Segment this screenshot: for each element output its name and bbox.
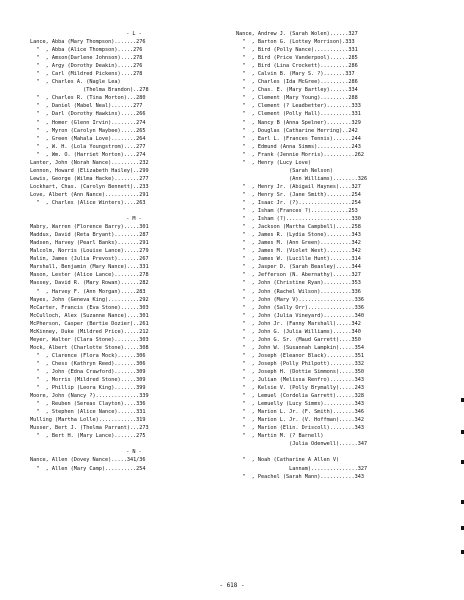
letter-heading: - L -	[126, 31, 142, 37]
index-entry: " , Lemuel (Cordelia Garrett)......328	[236, 393, 365, 400]
index-entry: " , Frank (Jennie Morris)..........262	[236, 151, 365, 158]
index-entry: " , Amson(Darlene Johnson)....278	[30, 55, 143, 62]
index-entry: " , Jasper D. (Sarah Beasley).....344	[236, 264, 361, 271]
index-entry: " , Joseph (Eleanor Black).........351	[236, 352, 365, 359]
index-entry: " , Chess (Kathryn Reed).......306	[30, 360, 146, 367]
index-entry: " , John (Mary V)..................336	[236, 296, 365, 303]
index-entry: " , Henry (Lucy Love)	[236, 159, 311, 166]
index-entry: Lennon, Howard (Elizabeth Hailey)..299	[30, 167, 149, 174]
index-entry: " , James M. (Violet West)........342	[236, 248, 361, 255]
index-entry: " , Argy (Dorothy Deakin).....276	[30, 63, 143, 70]
index-entry: Mulling (Martha Lolle)............319	[30, 417, 146, 424]
index-entry: " , Julian (Melissa Renfro)........343	[236, 377, 365, 384]
index-entry	[30, 207, 238, 215]
index-entry: " , James W. (Lucille Hunt).......314	[236, 256, 361, 263]
index-entry: McPherson, Casper (Bertie Dozier)..261	[30, 320, 149, 327]
index-entry: " , Bird (Lina Crockett).........286	[236, 63, 358, 70]
index-entry: Mabry, Warren (Florence Barry).....301	[30, 224, 149, 231]
index-entry: " , Isham (?).....................330	[236, 216, 361, 223]
index-entry: " , Clement (? Leadbetter)........333	[236, 103, 361, 110]
index-entry: " , Henry Jr. (Abigail Haynes)....327	[236, 183, 361, 190]
index-entry: " , Homer (Glenn Irvin)........274	[30, 119, 146, 126]
index-entry: " , W. H. (Lola Youngstrom)....277	[30, 143, 146, 150]
index-entry: Malcolm, Norris (Louise Lance).....279	[30, 248, 149, 255]
index-entry: " , Henry Sr. (Jane Smith)........254	[236, 191, 361, 198]
index-entry: " , Abba (Alice Thompson).....276	[30, 47, 143, 54]
index-entry: " , Jefferson (N. Abernathy)......327	[236, 272, 361, 279]
index-entry: " , Joseph H. (Dottie Simmons).....350	[236, 368, 365, 375]
index-entry: " , John (Rachel Wilson)..........336	[236, 288, 361, 295]
index-entry: " , Charles R. (Tina Morton)...280	[30, 95, 146, 102]
letter-heading: - N -	[126, 449, 142, 456]
index-entry: " , Douglas (Catharine Herring)..242	[236, 127, 358, 134]
index-entry: Mayes, John (Geneva King)..........292	[30, 296, 149, 303]
index-entry: " , Clarence (Flora Mock)......306	[30, 352, 146, 359]
index-entry: " , Isham (Frances ?)............253	[236, 208, 358, 215]
index-entry: " , Daniel (Mabel Neal).......277	[30, 103, 143, 110]
index-entry: Malin, James (Julia Prevost).......267	[30, 256, 149, 263]
index-entry: McKinney, Duke (Mildred Price).....212	[30, 328, 149, 335]
index-entry: " , Green (Mahala Love)........264	[30, 135, 146, 142]
index-entry: " , Wm. O. (Harriet Morton)....274	[30, 151, 146, 158]
index-entry: " , Peachel (Sarah Mann)...........343	[236, 473, 365, 480]
index-entry: " , Stephen (Alice Nance)......331	[30, 409, 146, 416]
index-entry: " , John (Sally Orr)...............336	[236, 304, 365, 311]
index-entry: " , Morris (Mildred Stone).....309	[30, 377, 146, 384]
index-entry: " , Clement (Mary Young).........288	[236, 95, 358, 102]
index-entry: " , Barton G. (Lottey Morrison).333	[236, 39, 355, 46]
index-entry: " , Kelsie V. (Polly Brymally).....243	[236, 385, 365, 392]
index-entry: (Thelma Brandon)..278	[30, 87, 149, 94]
index-entry: Love, Albert (Ann Nance)...........291	[30, 191, 149, 198]
left-index-column	[30, 30, 238, 473]
index-entry: " , James R. (Lydia Stone)........343	[236, 232, 361, 239]
index-entry: " , John G. (Julia Williams)......340	[236, 328, 361, 335]
index-entry: " , Charles (Ida McGree).........286	[236, 79, 358, 86]
index-entry: McCulloch, Alex (Suzanne Nance)....301	[30, 312, 149, 319]
page-number: - 618 -	[219, 582, 245, 589]
right-index-column	[236, 30, 448, 481]
index-entry: Nance, Allen (Dovey Nance).....341/36	[30, 457, 146, 464]
index-entry: " , Calvin B. (Mary S. ?).......337	[236, 71, 355, 78]
index-entry: " , Clement (Polly Hall)..........331	[236, 111, 361, 118]
index-entry: " , Earl L. (Frances Tennis)......244	[236, 135, 361, 142]
index-entry: " , Marion L. Jr. (F. Smith).......346	[236, 409, 365, 416]
index-entry: " , John Jr. (Fanny Marshall).....342	[236, 320, 361, 327]
index-entry: Mock, Albert (Charlotte Stone).....308	[30, 344, 149, 351]
index-entry	[236, 448, 448, 456]
index-entry: Nance, Andrew J. (Sarah Wolen)......327	[236, 31, 358, 37]
index-entry: " , James M. (Ann Green)..........342	[236, 240, 361, 247]
index-entry: " , Noah (Catharine A Allen V)	[236, 457, 340, 464]
index-entry: " , Jackson (Martha Campbell).....258	[236, 224, 361, 231]
index-entry: Lanter, John (Norah Nance).........232	[30, 159, 149, 166]
index-entry: " , Bird (Price Vanderpool)......285	[236, 55, 358, 62]
index-entry: " , Reuben (Sereas Clayton)....336	[30, 401, 146, 408]
index-entry: Lannam)...............327	[236, 465, 368, 472]
index-entry: " , John (Christine Ryan).........353	[236, 280, 361, 287]
index-entry: McCarter, Francis (Eva Stone)......303	[30, 304, 149, 311]
index-entry: Lewis, George (Wilma Hacke)........277	[30, 175, 149, 182]
letter-heading: - M -	[126, 216, 142, 223]
index-entry: " , John (Julia Vineyard)..........340	[236, 312, 365, 319]
index-entry: (Julia Odenwell)......347	[236, 441, 368, 448]
index-entry: Maddux, David (Reta Bryant)........287	[30, 232, 149, 239]
index-entry: " , Isaac Jr. (?).................254	[236, 199, 361, 206]
index-entry: " , Charles A. (Nagle Lea)	[30, 79, 121, 86]
index-entry: " , John W. (Susannah Lampkin).....354	[236, 344, 365, 351]
index-entry: Moore, John (Nancy ?)..............339	[30, 393, 149, 400]
index-entry: Lance, Abba (Mary Thompson).......276	[30, 39, 146, 46]
index-entry: " , Joseph (Polly Philpott)........332	[236, 360, 365, 367]
index-entry: " , John G. Sr. (Maud Garrett)....350	[236, 336, 361, 343]
index-entry: (Sarah Nelson)	[236, 167, 333, 174]
index-entry: " , Nancy B (Anna Spelner)........329	[236, 119, 361, 126]
index-entry: Marshall, Benjamin (Mary Nance)....331	[30, 264, 149, 271]
adjacent-page-edge	[447, 30, 464, 600]
index-entry: " , Bird (Polly Nance)...........331	[236, 47, 358, 54]
index-entry: " , Marion (Elin. Driscoll)........343	[236, 425, 365, 432]
index-entry: " , Harvey F. (Ann Morgan).....283	[30, 288, 146, 295]
index-entry: Mason, Lester (Alice Lance)........278	[30, 272, 149, 279]
index-entry: " , Lemuelly (Lucy Simms)..........343	[236, 401, 365, 408]
index-entry: " , Bert H. (Mary Lance).......275	[30, 433, 146, 440]
index-entry: Madsen, Harvey (Pearl Banks).......291	[30, 240, 149, 247]
index-entry: " , Myron (Carolyn Maybee).....265	[30, 127, 146, 134]
index-entry: " , Phillip (Leora King).......399	[30, 385, 146, 392]
index-entry: Musser, Bert J. (Thelma Parrant)...273	[30, 425, 149, 432]
index-entry: " , John (Edna Crawford).......309	[30, 368, 146, 375]
index-entry: " , Allen (Mary Camp)..........254	[30, 465, 146, 472]
index-entry: " , Chas. E. (Mary Bartley)......334	[236, 87, 358, 94]
index-entry: Meyer, Walter (Clara Stone)........303	[30, 336, 149, 343]
index-entry	[30, 440, 238, 448]
index-entry: " , Darl (Dorothy Hawkins).....266	[30, 111, 146, 118]
index-entry: (Ann Williams)........326	[236, 175, 368, 182]
index-entry: Lockhart, Chas. (Carolyn Bennett)..233	[30, 183, 149, 190]
index-entry: " , Charles (Alice Winters)....263	[30, 199, 146, 206]
index-entry: " , Martin M. (? Barnell)	[236, 433, 324, 440]
index-entry: " , Marion L. Jr. (V. Hoffman).....342	[236, 417, 365, 424]
index-entry: " , Edmund (Anna Simms)...........243	[236, 143, 361, 150]
index-entry: " , Carl (Mildred Pickens)....278	[30, 71, 143, 78]
index-entry: Massey, David R. (Mary Rowan)......282	[30, 280, 149, 287]
